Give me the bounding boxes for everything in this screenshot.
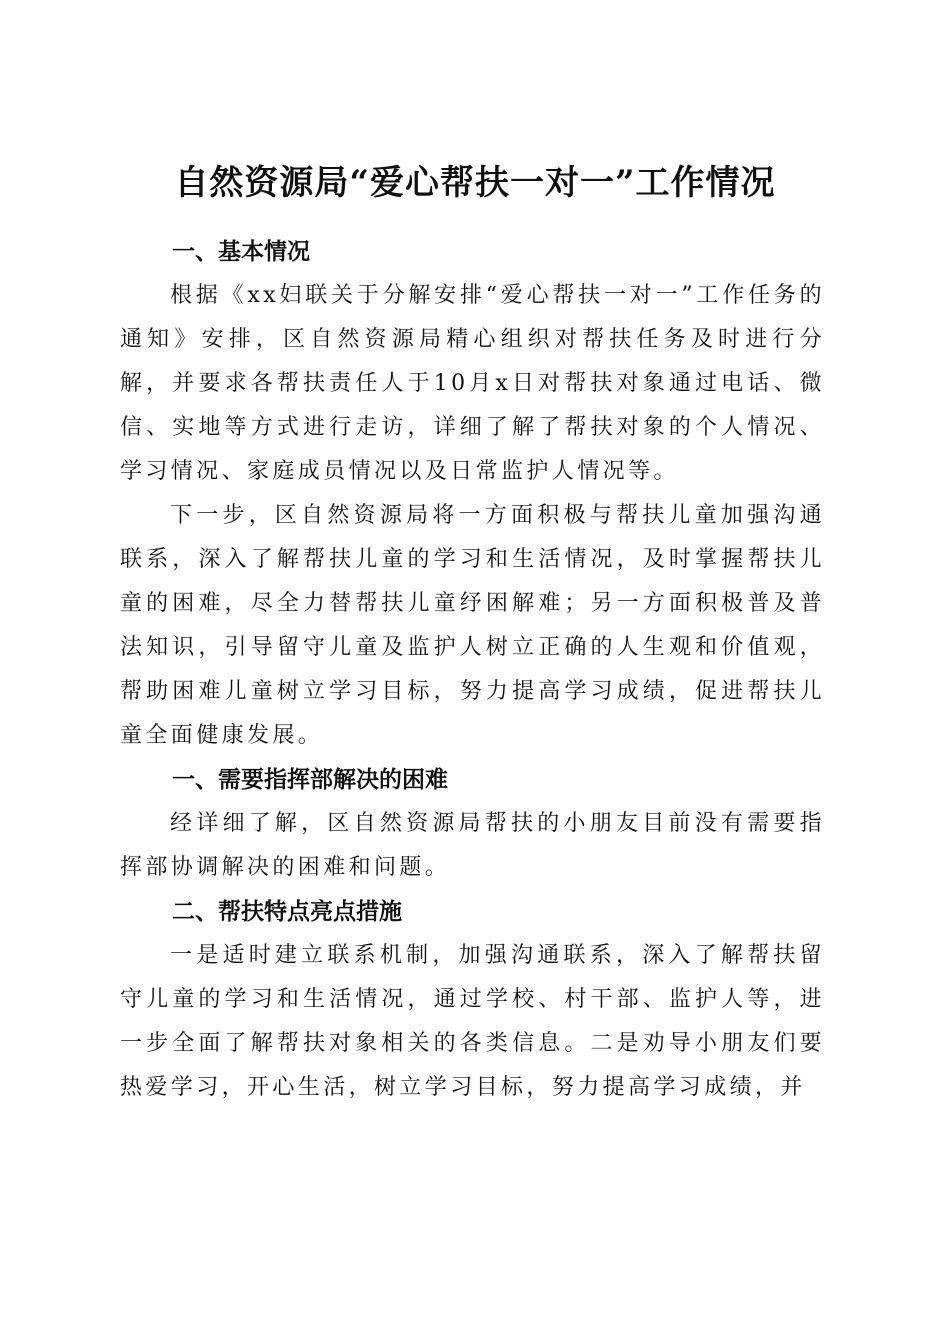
document-title: 自然资源局“爱心帮扶一对一”工作情况 [174, 162, 776, 203]
paragraph: 下一步，区自然资源局将一方面积极与帮扶儿童加强沟通联系，深入了解帮扶儿童的学习和生活情况，及时掌握帮扶儿童的困难，尽全力替帮扶儿童纾困解难；另一方面积极普及普法知识，引导留守儿童及监护人树立正确的人生观和价值观，帮助困难儿童树立学习目标，努力提高学习成绩，促进帮扶儿童全面健康发展。 [120, 503, 825, 748]
paragraph: 根据《xx妇联关于分解安排“爱心帮扶一对一”工作任务的通知》安排，区自然资源局精心组织对帮扶任务及时进行分解，并要求各帮扶责任人于10月x日对帮扶对象通过电话、微信、实地等方式进行走访，详细了解了帮扶对象的个人情况、学习情况、家庭成员情况以及日常监护人情况等。 [120, 283, 825, 484]
section-heading: 一、需要指挥部解决的困难 [172, 767, 448, 793]
document-body [120, 230, 825, 1110]
paragraph: 经详细了解，区自然资源局帮扶的小朋友目前没有需要指挥部协调解决的困难和问题。 [120, 811, 825, 880]
section-basic-situation [120, 230, 825, 758]
paragraph: 一是适时建立联系机制，加强沟通联系，深入了解帮扶留守儿童的学习和生活情况，通过学校、村干部、监护人等，进一步全面了解帮扶对象相关的各类信息。二是劝导小朋友们要热爱学习，开心生活，树立学习目标，努力提高学习成绩，并 [120, 943, 825, 1100]
section-difficulties [120, 758, 825, 890]
section-heading: 一、基本情况 [172, 239, 310, 265]
section-highlights [120, 890, 825, 1110]
section-heading: 二、帮扶特点亮点措施 [172, 899, 402, 925]
